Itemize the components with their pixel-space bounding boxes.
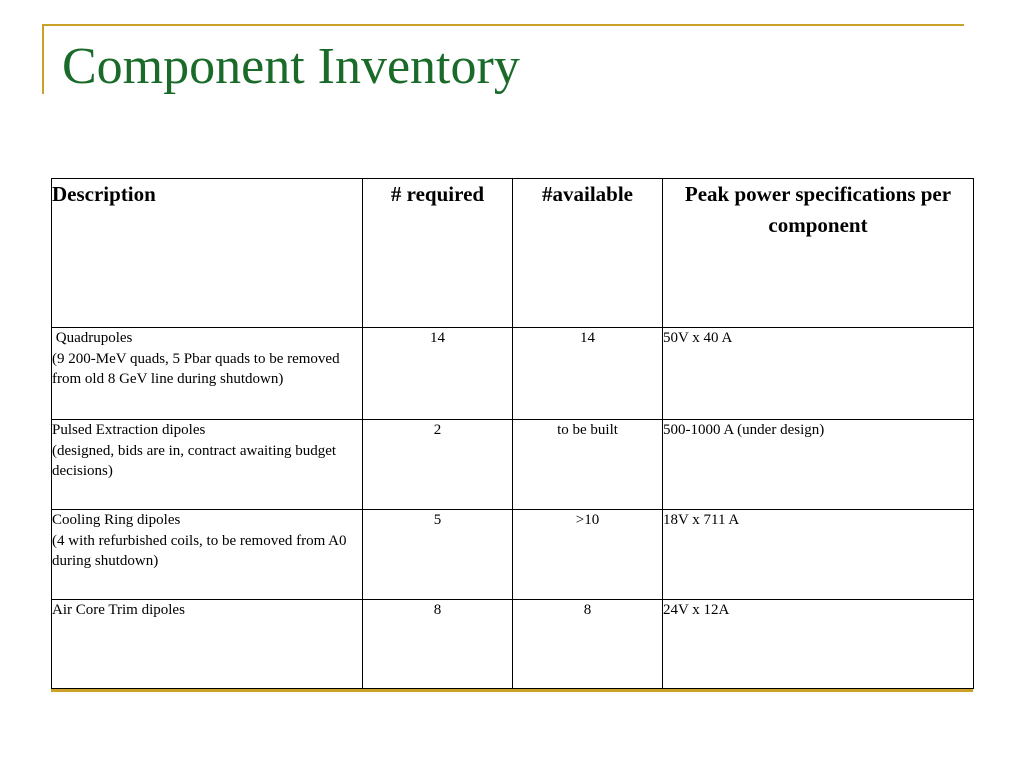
table-header-row [52, 179, 974, 328]
header-peak-power: Peak power specifications per component [663, 179, 974, 328]
table-row [52, 600, 974, 689]
table-row [52, 510, 974, 600]
component-note: (4 with refurbished coils, to be removed from A0 during shutdown) [52, 532, 347, 569]
cell-available: to be built [513, 420, 663, 510]
component-note: (9 200-MeV quads, 5 Pbar quads to be removed from old 8 GeV line during shutdown) [52, 350, 340, 387]
cell-description [52, 420, 363, 510]
table-bottom-accent-rule [51, 689, 973, 692]
component-note: (designed, bids are in, contract awaiting budget decisions) [52, 442, 337, 479]
component-inventory-table [51, 178, 974, 689]
title-frame-left-rule [42, 24, 44, 94]
cell-peak-power: 500-1000 A (under design) [663, 420, 974, 510]
header-available: #available [513, 179, 663, 328]
cell-description [52, 328, 363, 420]
cell-peak-power: 18V x 711 A [663, 510, 974, 600]
header-required: # required [363, 179, 513, 328]
cell-required: 8 [363, 600, 513, 689]
cell-required: 2 [363, 420, 513, 510]
cell-description [52, 510, 363, 600]
table-row [52, 328, 974, 420]
header-description: Description [52, 179, 363, 328]
cell-required: 14 [363, 328, 513, 420]
cell-available: 8 [513, 600, 663, 689]
cell-description [52, 600, 363, 689]
component-name: Pulsed Extraction dipoles [52, 422, 206, 438]
cell-available: 14 [513, 328, 663, 420]
component-name: Air Core Trim dipoles [52, 602, 185, 618]
table-row [52, 420, 974, 510]
cell-required: 5 [363, 510, 513, 600]
slide-title: Component Inventory [62, 38, 520, 95]
cell-peak-power: 50V x 40 A [663, 328, 974, 420]
cell-available: >10 [513, 510, 663, 600]
component-name: Cooling Ring dipoles [52, 512, 181, 528]
cell-peak-power: 24V x 12A [663, 600, 974, 689]
component-name: Quadrupoles [52, 330, 133, 346]
title-frame-top-rule [42, 24, 964, 26]
